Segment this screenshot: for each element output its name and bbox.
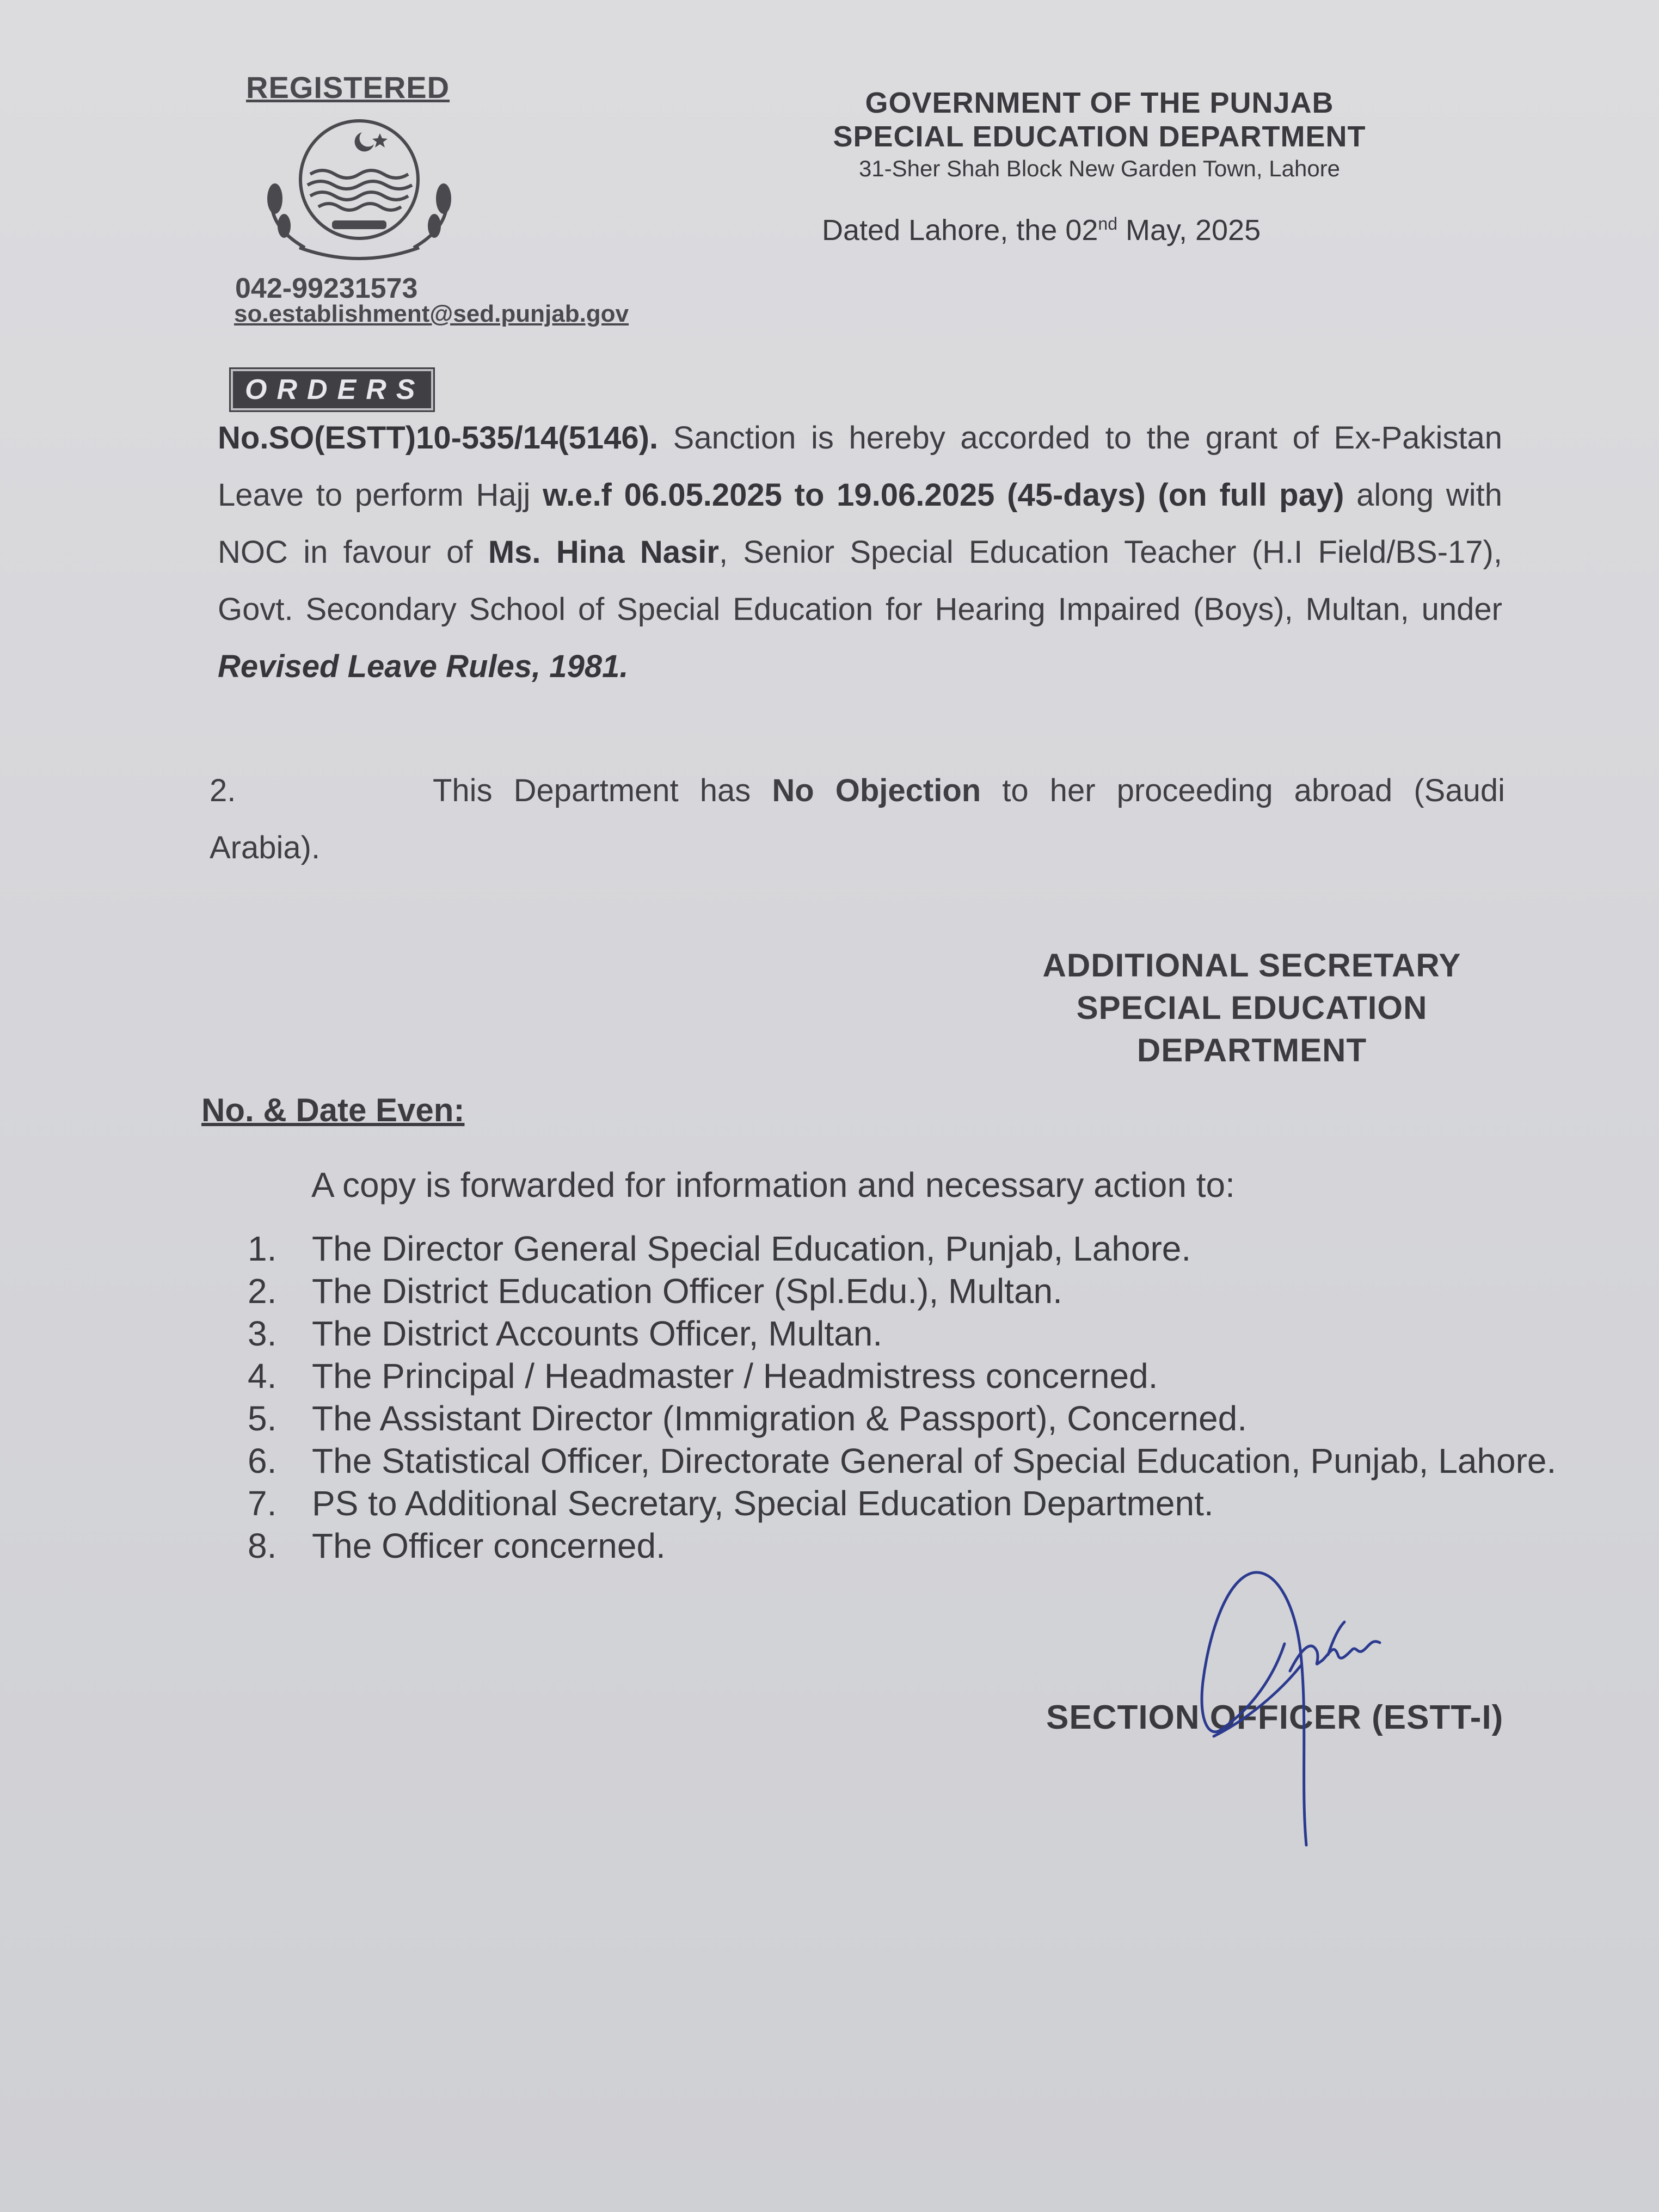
copy-forward-intro: A copy is forwarded for information and necessary action to: <box>311 1165 1235 1205</box>
list-number: 6. <box>248 1441 277 1480</box>
list-item <box>248 1397 1565 1440</box>
handwritten-signature-icon <box>1165 1557 1448 1851</box>
list-text: The Director General Special Education, Punjab, Lahore. <box>312 1229 1191 1268</box>
list-number: 3. <box>248 1314 277 1353</box>
order-paragraph <box>218 409 1502 695</box>
list-item <box>248 1355 1565 1397</box>
order-text-3: , Senior Special Education Teacher (H.I Field/BS-17), Govt. Secondary School of Special Education for Hearing Impaired (Boys), Multan, under <box>218 534 1502 627</box>
leave-period: w.e.f 06.05.2025 to 19.06.2025 (45-days) (on full pay) <box>543 477 1344 513</box>
employee-name: Ms. Hina Nasir <box>488 534 719 570</box>
list-number: 5. <box>248 1399 277 1438</box>
email-address: so.establishment@sed.punjab.gov <box>234 300 629 327</box>
list-text: The District Accounts Officer, Multan. <box>312 1314 883 1353</box>
list-item <box>248 1270 1565 1312</box>
list-text: PS to Additional Secretary, Special Education Department. <box>312 1484 1214 1523</box>
list-number: 1. <box>248 1229 277 1268</box>
order-text-1: Sanction is hereby accorded to the grant of Ex-Pakistan Leave to perform Hajj <box>218 420 1502 513</box>
date-suffix-sup: nd <box>1098 214 1117 234</box>
orders-heading: ORDERS <box>231 369 433 410</box>
noc-text-1: This Department has <box>433 773 772 808</box>
list-text: The District Education Officer (Spl.Edu.), Multan. <box>312 1271 1062 1311</box>
noc-text-2: to her proceeding abroad (Saudi Arabia). <box>210 773 1505 865</box>
letterhead <box>767 86 1431 184</box>
order-text-2: along with NOC in favour of <box>218 477 1502 570</box>
phone-number: 042-99231573 <box>235 273 418 304</box>
list-number: 2. <box>248 1271 277 1311</box>
paragraph-number: 2. <box>210 773 236 808</box>
government-title: GOVERNMENT OF THE PUNJAB <box>865 87 1334 119</box>
list-number: 7. <box>248 1484 277 1523</box>
signatory-line-2: SPECIAL EDUCATION <box>1076 990 1428 1026</box>
list-number: 4. <box>248 1356 277 1396</box>
registered-label: REGISTERED <box>246 70 450 105</box>
list-text: The Assistant Director (Immigration & Passport), Concerned. <box>312 1399 1247 1438</box>
list-number: 8. <box>248 1526 277 1565</box>
no-date-even-heading: No. & Date Even: <box>201 1092 465 1128</box>
list-item <box>248 1227 1565 1270</box>
signatory-line-3: DEPARTMENT <box>1136 1032 1367 1068</box>
list-text: The Statistical Officer, Directorate General of Special Education, Punjab, Lahore. <box>312 1441 1557 1480</box>
list-text: The Principal / Headmaster / Headmistress concerned. <box>312 1356 1158 1396</box>
list-item <box>248 1440 1565 1482</box>
copy-list <box>248 1227 1565 1567</box>
department-address: 31-Sher Shah Block New Garden Town, Lahore <box>858 156 1341 181</box>
order-number: No.SO(ESTT)10-535/14(5146). <box>218 420 659 456</box>
list-text: The Officer concerned. <box>312 1526 666 1565</box>
list-item <box>248 1312 1565 1355</box>
noc-paragraph <box>210 762 1505 876</box>
department-title: SPECIAL EDUCATION DEPARTMENT <box>833 120 1366 153</box>
additional-secretary-block <box>980 944 1524 1072</box>
section-officer-title: SECTION OFFICER (ESTT-I) <box>1046 1699 1504 1736</box>
date-rest: May, 2025 <box>1117 214 1261 247</box>
no-objection: No Objection <box>772 773 981 808</box>
date-prefix: Dated Lahore, the 02 <box>822 214 1098 247</box>
date-line <box>822 213 1261 247</box>
list-item <box>248 1482 1565 1525</box>
punjab-emblem-icon <box>250 117 468 264</box>
leave-rules: Revised Leave Rules, 1981. <box>218 649 629 684</box>
signatory-line-1: ADDITIONAL SECRETARY <box>1042 947 1461 984</box>
